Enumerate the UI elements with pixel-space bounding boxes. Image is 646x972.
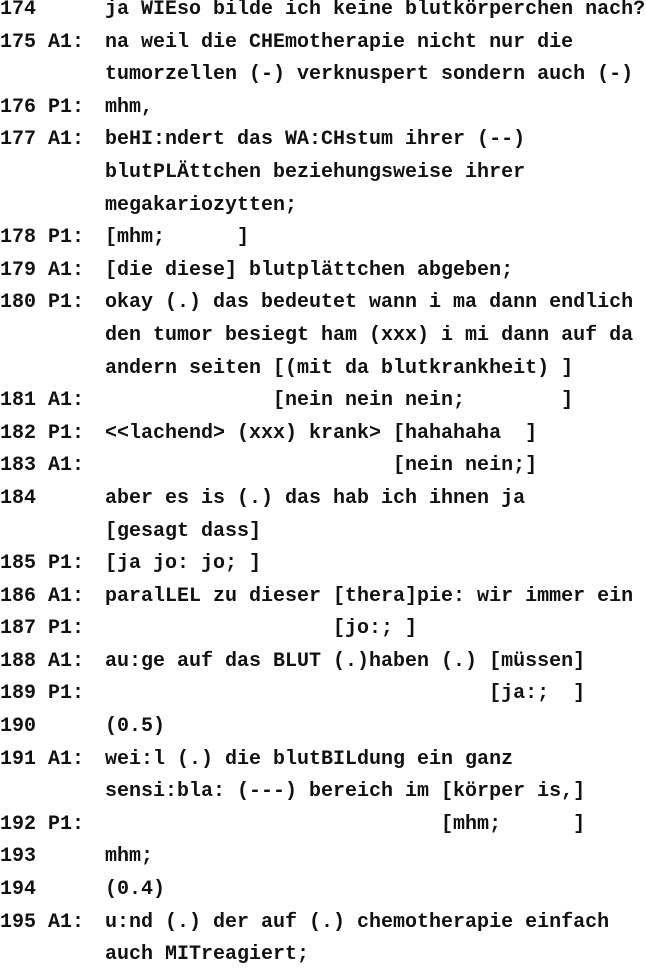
line-text: mhm; xyxy=(105,845,154,869)
line-text: na weil die CHEmotherapie nicht nur die xyxy=(105,30,574,54)
transcript-line xyxy=(0,646,646,679)
line-label: 176 P1: xyxy=(0,95,85,119)
line-label xyxy=(0,353,105,386)
line-text: megakariozytten; xyxy=(105,193,298,217)
line-text: mhm, xyxy=(105,95,154,119)
line-label xyxy=(0,59,105,92)
line-text: [jo:; ] xyxy=(105,617,418,641)
transcript-line xyxy=(0,450,646,483)
line-text: ja WIEso bilde ich keine blutkörperchen nach? xyxy=(105,0,646,21)
line-label: 188 A1: xyxy=(0,649,85,673)
transcript-line xyxy=(0,59,646,92)
transcript-line xyxy=(0,548,646,581)
line-text: [nein nein;] xyxy=(105,454,538,478)
transcript-line xyxy=(0,613,646,646)
line-text: den tumor besiegt ham (xxx) i mi dann auf da xyxy=(105,323,634,347)
line-text: au:ge auf das BLUT (.)haben (.) [müssen] xyxy=(105,649,586,673)
transcript-line xyxy=(0,809,646,842)
line-label: 195 A1: xyxy=(0,910,85,934)
line-text: wei:l (.) die blutBILdung ein ganz xyxy=(105,747,514,771)
transcript-line xyxy=(0,874,646,907)
line-text: <<lachend> (xxx) krank> [hahahaha ] xyxy=(105,421,538,445)
line-label xyxy=(0,516,105,549)
line-text: (0.5) xyxy=(105,715,166,739)
line-text: auch MITreagiert; xyxy=(105,943,310,967)
transcript-line xyxy=(0,255,646,288)
transcript-line xyxy=(0,92,646,125)
line-label: 179 A1: xyxy=(0,258,85,282)
transcript-line xyxy=(0,711,646,744)
line-label: 186 A1: xyxy=(0,584,85,608)
line-text: (0.4) xyxy=(105,878,166,902)
line-text: paralLEL zu dieser [thera]pie: wir immer ein xyxy=(105,584,634,608)
line-text: tumorzellen (-) verknuspert sondern auch (-) xyxy=(105,63,634,87)
line-label: 189 P1: xyxy=(0,682,85,706)
line-label: 175 A1: xyxy=(0,30,85,54)
line-label: 190 xyxy=(0,715,37,739)
transcript-line xyxy=(0,320,646,353)
transcript-line xyxy=(0,776,646,809)
line-text: u:nd (.) der auf (.) chemotherapie einfach xyxy=(105,910,610,934)
line-label: 178 P1: xyxy=(0,226,85,250)
line-text: [gesagt dass] xyxy=(105,519,262,543)
transcript-line xyxy=(0,841,646,874)
line-text: [die diese] blutplättchen abgeben; xyxy=(105,258,514,282)
line-label: 177 A1: xyxy=(0,128,85,152)
line-label: 194 xyxy=(0,878,37,902)
line-text: okay (.) das bedeutet wann i ma dann endlich xyxy=(105,291,634,315)
transcript-line xyxy=(0,222,646,255)
line-text: andern seiten [(mit da blutkrankheit) ] xyxy=(105,356,574,380)
line-label xyxy=(0,157,105,190)
line-text: blutPLÄttchen beziehungsweise ihrer xyxy=(105,160,526,184)
line-text: aber es is (.) das hab ich ihnen ja xyxy=(105,486,526,510)
transcript-line xyxy=(0,0,646,27)
transcript-line xyxy=(0,581,646,614)
line-label: 191 A1: xyxy=(0,747,85,771)
transcript-line xyxy=(0,385,646,418)
line-label: 193 xyxy=(0,845,37,869)
transcript-line xyxy=(0,124,646,157)
line-label: 180 P1: xyxy=(0,291,85,315)
transcript-line xyxy=(0,907,646,940)
line-label: 184 xyxy=(0,486,37,510)
line-label: 183 A1: xyxy=(0,454,85,478)
line-label xyxy=(0,776,105,809)
transcript-line xyxy=(0,287,646,320)
transcript-line xyxy=(0,27,646,60)
transcript-line xyxy=(0,190,646,223)
transcript-line xyxy=(0,678,646,711)
line-text: [ja:; ] xyxy=(105,682,586,706)
line-label: 174 xyxy=(0,0,37,21)
line-label: 182 P1: xyxy=(0,421,85,445)
line-label xyxy=(0,320,105,353)
line-label: 185 P1: xyxy=(0,552,85,576)
line-text: [ja jo: jo; ] xyxy=(105,552,262,576)
transcript-line xyxy=(0,516,646,549)
transcript-line xyxy=(0,418,646,451)
transcript-line xyxy=(0,157,646,190)
line-label xyxy=(0,190,105,223)
transcript-line xyxy=(0,744,646,777)
line-text: sensi:bla: (---) bereich im [körper is,] xyxy=(105,780,586,804)
line-text: beHI:ndert das WA:CHstum ihrer (--) xyxy=(105,128,526,152)
line-text: [mhm; ] xyxy=(105,812,586,836)
line-label: 192 P1: xyxy=(0,812,85,836)
line-text: [nein nein nein; ] xyxy=(105,389,574,413)
transcript-line xyxy=(0,353,646,386)
line-text: [mhm; ] xyxy=(105,226,250,250)
transcript-line xyxy=(0,483,646,516)
line-label: 181 A1: xyxy=(0,389,85,413)
line-label: 187 P1: xyxy=(0,617,85,641)
